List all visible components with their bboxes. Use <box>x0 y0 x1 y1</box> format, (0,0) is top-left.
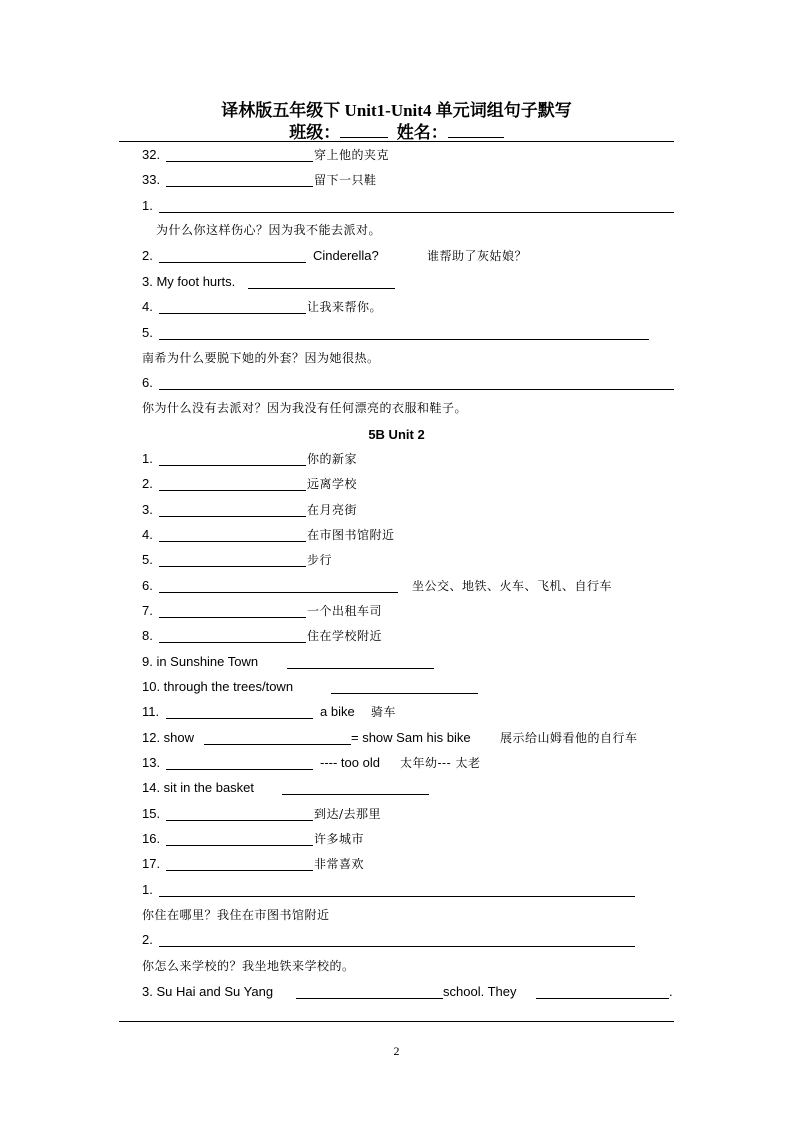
answer-blank[interactable] <box>159 476 306 491</box>
sentence-5 <box>0 325 793 345</box>
item-number: 7. <box>142 603 153 618</box>
chinese-prompt: 坐公交、地铁、火车、飞机、自行车 <box>412 579 613 593</box>
english-text: 12. show <box>142 730 195 745</box>
class-blank[interactable] <box>340 123 388 138</box>
chinese-prompt: 为什么你这样伤心？因为我不能去派对。 <box>156 223 382 237</box>
item-33 <box>0 172 793 192</box>
answer-blank[interactable] <box>166 755 313 770</box>
chinese-prompt: 留下一只鞋 <box>314 173 377 187</box>
item-number: 8. <box>142 628 153 643</box>
sentence-4 <box>0 299 793 319</box>
answer-blank[interactable] <box>159 451 306 466</box>
name-label: 姓名： <box>396 123 448 142</box>
item-number: 1. <box>142 882 153 897</box>
chinese-prompt: 远离学校 <box>307 477 358 491</box>
sentence-6 <box>0 375 793 395</box>
answer-blank[interactable] <box>159 932 635 947</box>
english-text: = show Sam his bike <box>351 730 471 745</box>
english-text: 3. My foot hurts. <box>142 274 236 289</box>
item-32 <box>0 147 793 167</box>
chinese-prompt: 骑车 <box>371 705 397 719</box>
unit2-sentence-3 <box>0 984 793 1004</box>
class-label: 班级： <box>289 123 341 142</box>
english-text: a bike <box>320 704 355 719</box>
answer-blank[interactable] <box>166 831 313 846</box>
sentence-5-prompt <box>0 350 793 370</box>
item-number: 5. <box>142 325 153 340</box>
answer-blank[interactable] <box>282 780 429 795</box>
item-number: 16. <box>142 831 161 846</box>
sentence-1 <box>0 198 793 218</box>
answer-blank[interactable] <box>159 578 398 593</box>
answer-blank[interactable] <box>159 299 306 314</box>
answer-blank[interactable] <box>248 274 395 289</box>
english-text: 14. sit in the basket <box>142 780 255 795</box>
chinese-prompt: 步行 <box>307 553 333 567</box>
english-text: . <box>669 984 673 999</box>
chinese-prompt: 谁帮助了灰姑娘？ <box>427 249 528 263</box>
unit2-item-12 <box>0 730 793 750</box>
chinese-prompt: 穿上他的夹克 <box>314 148 390 162</box>
answer-blank[interactable] <box>159 552 306 567</box>
item-number: 1. <box>142 198 153 213</box>
english-text: Cinderella? <box>313 248 379 263</box>
sentence-3 <box>0 274 793 294</box>
answer-blank[interactable] <box>166 172 313 187</box>
item-number: 6. <box>142 578 153 593</box>
item-number: 2. <box>142 248 153 263</box>
english-text: school. They <box>443 984 517 999</box>
chinese-prompt: 许多城市 <box>314 832 365 846</box>
unit2-sentence-2-prompt <box>0 958 793 978</box>
item-number: 11. <box>142 704 160 719</box>
sentence-1-prompt <box>0 222 793 242</box>
item-number: 17. <box>142 856 161 871</box>
unit2-item-10 <box>0 679 793 699</box>
chinese-prompt: 南希为什么要脱下她的外套？因为她很热。 <box>142 351 380 365</box>
answer-blank[interactable] <box>159 325 649 340</box>
answer-blank[interactable] <box>159 882 635 897</box>
answer-blank[interactable] <box>159 248 306 263</box>
chinese-prompt: 到达/去那里 <box>314 807 382 821</box>
item-number: 33. <box>142 172 161 187</box>
chinese-prompt: 展示给山姆看他的自行车 <box>500 731 638 745</box>
unit2-item-13 <box>0 755 793 775</box>
item-number: 15. <box>142 806 161 821</box>
unit2-item-5 <box>0 552 793 572</box>
unit2-item-1 <box>0 451 793 471</box>
answer-blank[interactable] <box>159 628 306 643</box>
chinese-prompt: 你怎么来学校的？我坐地铁来学校的。 <box>142 959 355 973</box>
document-title: 译林版五年级下 Unit1-Unit4 单元词组句子默写 <box>221 101 572 120</box>
answer-blank[interactable] <box>204 730 351 745</box>
unit2-sentence-1-prompt <box>0 907 793 927</box>
chinese-prompt: 让我来帮你。 <box>307 300 383 314</box>
footer-rule <box>119 1021 674 1022</box>
answer-blank[interactable] <box>159 502 306 517</box>
item-number: 4. <box>142 527 153 542</box>
english-text: 9. in Sunshine Town <box>142 654 259 669</box>
unit2-item-15 <box>0 806 793 826</box>
chinese-prompt: 住在学校附近 <box>307 629 383 643</box>
answer-blank[interactable] <box>331 679 478 694</box>
item-number: 2. <box>142 476 153 491</box>
unit2-item-7 <box>0 603 793 623</box>
answer-blank[interactable] <box>296 984 443 999</box>
item-number: 4. <box>142 299 153 314</box>
unit2-item-8 <box>0 628 793 648</box>
unit2-item-11 <box>0 704 793 724</box>
chinese-prompt: 你为什么没有去派对？因为我没有任何漂亮的衣服和鞋子。 <box>142 401 468 415</box>
chinese-prompt: 非常喜欢 <box>314 857 365 871</box>
chinese-prompt: 你的新家 <box>307 452 358 466</box>
item-number: 6. <box>142 375 153 390</box>
class-name-line <box>0 118 793 143</box>
unit2-sentence-1 <box>0 882 793 902</box>
answer-blank[interactable] <box>159 603 306 618</box>
english-text: 10. through the trees/town <box>142 679 294 694</box>
sentence-6-prompt <box>0 400 793 420</box>
item-number: 13. <box>142 755 161 770</box>
unit2-item-14 <box>0 780 793 800</box>
section-heading-unit2: 5B Unit 2 <box>368 427 425 442</box>
page-number: 2 <box>393 1044 400 1058</box>
unit2-item-4 <box>0 527 793 547</box>
unit2-item-9 <box>0 654 793 674</box>
answer-blank[interactable] <box>159 198 674 213</box>
sentence-2 <box>0 248 793 268</box>
chinese-prompt: 太年幼--- 太老 <box>400 756 481 770</box>
unit2-item-16 <box>0 831 793 851</box>
unit2-item-6 <box>0 578 793 598</box>
answer-blank[interactable] <box>287 654 434 669</box>
english-text: 3. Su Hai and Su Yang <box>142 984 274 999</box>
unit2-item-17 <box>0 856 793 876</box>
header-rule <box>119 141 674 142</box>
english-text: ---- too old <box>320 755 380 770</box>
answer-blank[interactable] <box>166 147 313 162</box>
answer-blank[interactable] <box>166 806 313 821</box>
unit2-item-2 <box>0 476 793 496</box>
chinese-prompt: 一个出租车司 <box>307 604 383 618</box>
unit2-sentence-2 <box>0 932 793 952</box>
answer-blank[interactable] <box>536 984 669 999</box>
item-number: 3. <box>142 502 153 517</box>
unit2-item-3 <box>0 502 793 522</box>
answer-blank[interactable] <box>166 704 313 719</box>
item-number: 32. <box>142 147 161 162</box>
item-number: 5. <box>142 552 153 567</box>
answer-blank[interactable] <box>159 527 306 542</box>
item-number: 1. <box>142 451 153 466</box>
name-blank[interactable] <box>448 123 504 138</box>
item-number: 2. <box>142 932 153 947</box>
chinese-prompt: 在市图书馆附近 <box>307 528 395 542</box>
chinese-prompt: 你住在哪里？我住在市图书馆附近 <box>142 908 330 922</box>
answer-blank[interactable] <box>159 375 674 390</box>
answer-blank[interactable] <box>166 856 313 871</box>
chinese-prompt: 在月亮街 <box>307 503 358 517</box>
